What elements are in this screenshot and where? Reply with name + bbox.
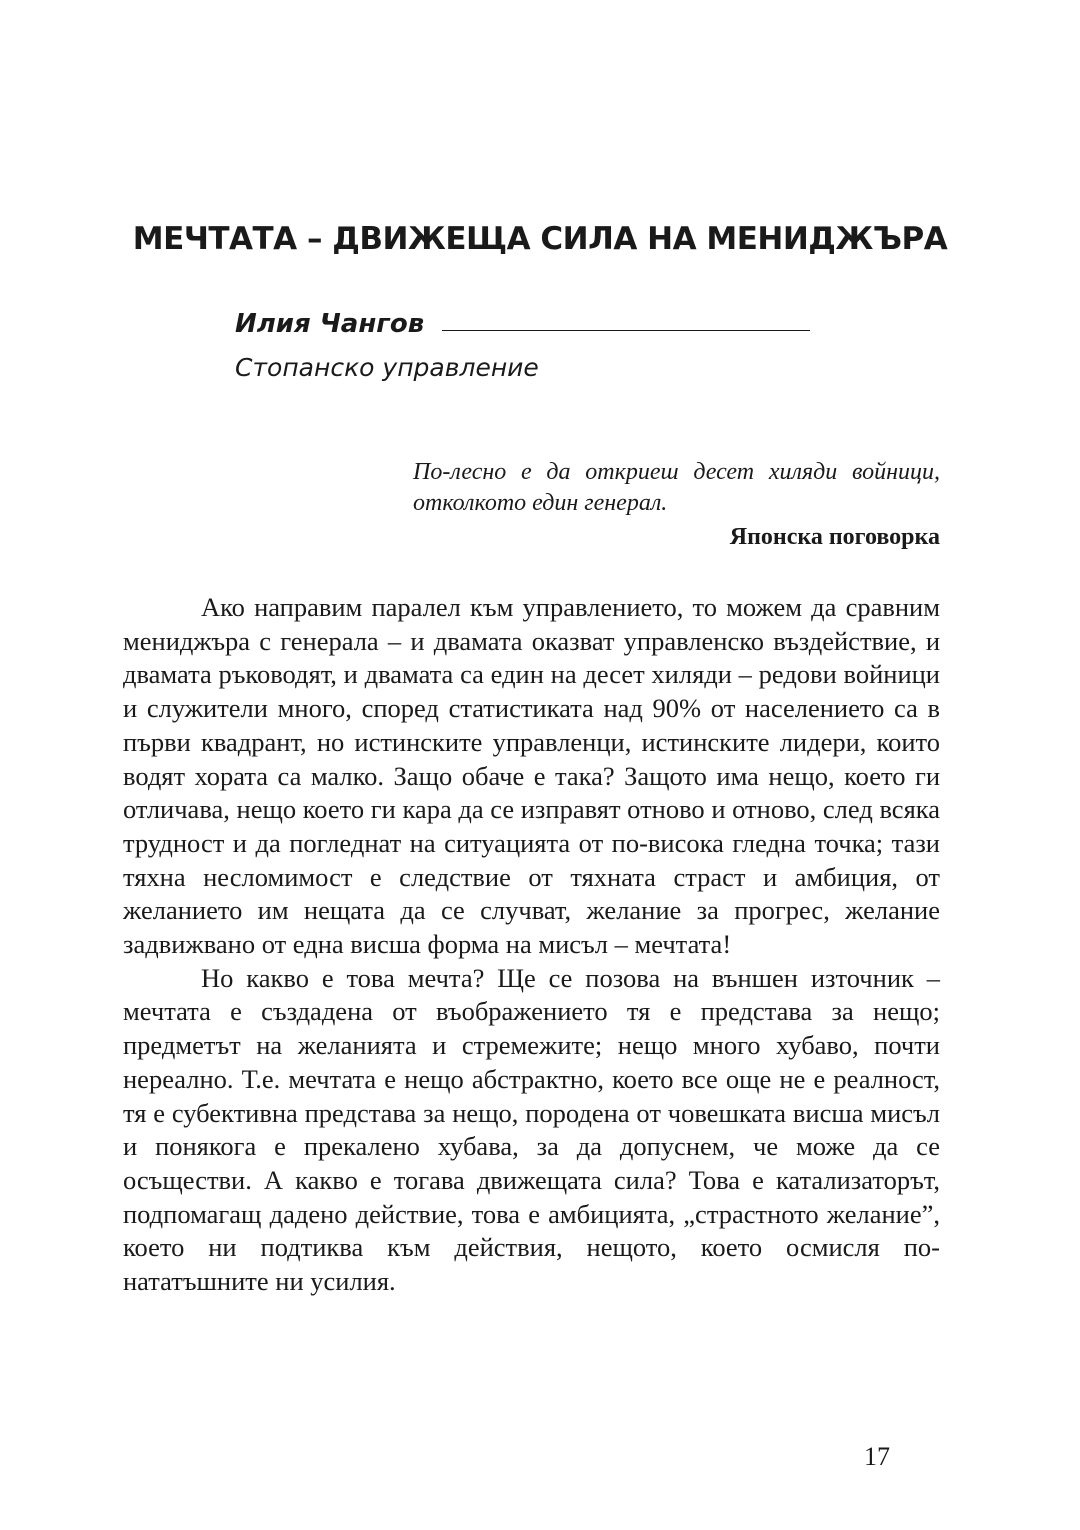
article-title: МЕЧТАТА – ДВИЖЕЩА СИЛА НА МЕНИДЖЪРА — [132, 221, 948, 257]
epigraph — [413, 457, 940, 553]
body-paragraph: Но какво е това мечта? Ще се позова на външен източник – мечтата е създадена от въображението тя е представа за нещо; предметът на желанията и стремежите; нещо много хубаво, почти нереално. Т.е. мечтата е нещо абстрактно, което все още не е реалност, тя е субективна представа за нещо, породена от човешката висша мисъл и понякога е прекалено хубава, за да допуснем, че може да се осъществи. А какво е тогава движещата сила? Това е катализаторът, подпомагащ дадено действие, това е амбицията, „страстното желание”, което ни подтиква към действия, нещото, което осмисля по-нататъшните ни усилия. — [123, 962, 940, 1297]
author-line — [235, 303, 810, 343]
author-rule-divider — [442, 330, 810, 331]
author-name: Илия Чангов — [235, 309, 425, 339]
page-number: 17 — [864, 1442, 890, 1471]
author-affiliation: Стопанско управление — [235, 353, 539, 382]
epigraph-source: Японска поговорка — [729, 524, 940, 550]
article-body — [123, 591, 940, 1299]
epigraph-quote: По-лесно е да откриеш десет хиляди войници, отколкото един генерал. — [413, 459, 940, 516]
body-paragraph: Ако направим паралел към управлението, то можем да сравним мениджъра с генерала – и двамата оказват управленско въздействие, и двамата ръководят, и двамата са един на десет хиляди – редови войници и служители много, според статистиката над 90% от населението са в първи квадрант, но истинските управленци, истинските лидери, които водят хората са малко. Защо обаче е така? Защото има нещо, което ги отличава, нещо което ги кара да се изправят отново и отново, след всяка трудност и да погледнат на ситуацията от по-висока гледна точка; тази тяхна несломимост е следствие от тяхната страст и амбиция, от желанието им нещата да се случват, желание за прогрес, желание задвижвано от една висша форма на мисъл – мечтата! — [123, 592, 940, 960]
